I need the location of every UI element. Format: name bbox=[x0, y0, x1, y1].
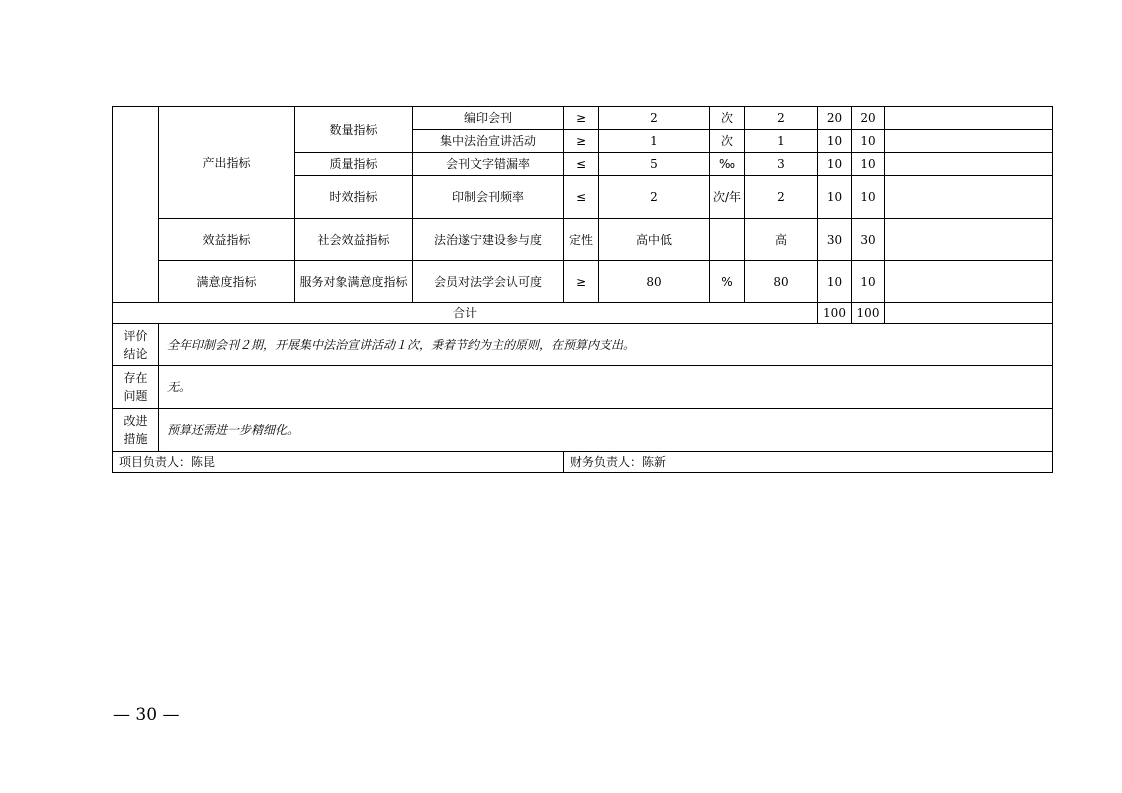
table-row bbox=[113, 219, 1053, 261]
unit-cell: 次 bbox=[710, 107, 745, 130]
unit-cell bbox=[710, 219, 745, 261]
table-row bbox=[113, 261, 1053, 303]
performance-table bbox=[112, 106, 1053, 473]
improvement-row bbox=[113, 409, 1053, 452]
finance-leader: 财务负责人：陈新 bbox=[564, 452, 1053, 473]
score-cell: 10 bbox=[852, 153, 885, 176]
actual-cell: 1 bbox=[745, 130, 818, 153]
satisfaction-indicator-label: 满意度指标 bbox=[159, 261, 295, 303]
total-score: 100 bbox=[852, 303, 885, 324]
operator-cell: ≤ bbox=[564, 153, 599, 176]
note-cell bbox=[885, 176, 1053, 219]
item-cell: 会员对法学会认可度 bbox=[413, 261, 564, 303]
unit-cell: ‰ bbox=[710, 153, 745, 176]
operator-cell: ≥ bbox=[564, 130, 599, 153]
evaluation-text: 全年印制会刊２期，开展集中法治宣讲活动１次，秉着节约为主的原则，在预算内支出。 bbox=[159, 324, 1053, 366]
evaluation-label: 评价结论 bbox=[113, 324, 159, 366]
note-cell bbox=[885, 153, 1053, 176]
note-cell bbox=[885, 107, 1053, 130]
actual-cell: 2 bbox=[745, 176, 818, 219]
operator-cell: ≤ bbox=[564, 176, 599, 219]
weight-cell: 10 bbox=[818, 261, 852, 303]
output-indicator-label: 产出指标 bbox=[159, 107, 295, 219]
actual-cell: 2 bbox=[745, 107, 818, 130]
blank-side-cell bbox=[113, 107, 159, 303]
problems-row bbox=[113, 366, 1053, 409]
improvement-text: 预算还需进一步精细化。 bbox=[159, 409, 1053, 452]
signature-row bbox=[113, 452, 1053, 473]
target-cell: 2 bbox=[599, 107, 710, 130]
total-weight: 100 bbox=[818, 303, 852, 324]
quality-indicator-label: 质量指标 bbox=[295, 153, 413, 176]
improvement-label: 改进措施 bbox=[113, 409, 159, 452]
target-cell: 5 bbox=[599, 153, 710, 176]
unit-cell: % bbox=[710, 261, 745, 303]
target-cell: 2 bbox=[599, 176, 710, 219]
table-row bbox=[113, 107, 1053, 130]
note-cell bbox=[885, 130, 1053, 153]
score-cell: 30 bbox=[852, 219, 885, 261]
unit-cell: 次 bbox=[710, 130, 745, 153]
item-cell: 法治遂宁建设参与度 bbox=[413, 219, 564, 261]
weight-cell: 30 bbox=[818, 219, 852, 261]
total-label: 合计 bbox=[113, 303, 818, 324]
total-note-cell bbox=[885, 303, 1053, 324]
target-cell: 1 bbox=[599, 130, 710, 153]
operator-cell: 定性 bbox=[564, 219, 599, 261]
target-cell: 80 bbox=[599, 261, 710, 303]
actual-cell: 80 bbox=[745, 261, 818, 303]
actual-cell: 高 bbox=[745, 219, 818, 261]
weight-cell: 10 bbox=[818, 176, 852, 219]
item-cell: 印制会刊频率 bbox=[413, 176, 564, 219]
weight-cell: 10 bbox=[818, 130, 852, 153]
weight-cell: 10 bbox=[818, 153, 852, 176]
score-cell: 10 bbox=[852, 130, 885, 153]
item-cell: 集中法治宣讲活动 bbox=[413, 130, 564, 153]
target-cell: 高中低 bbox=[599, 219, 710, 261]
weight-cell: 20 bbox=[818, 107, 852, 130]
timeliness-indicator-label: 时效指标 bbox=[295, 176, 413, 219]
operator-cell: ≥ bbox=[564, 107, 599, 130]
note-cell bbox=[885, 219, 1053, 261]
evaluation-row bbox=[113, 324, 1053, 366]
score-cell: 20 bbox=[852, 107, 885, 130]
page-number: — 30 — bbox=[113, 705, 180, 725]
item-cell: 编印会刊 bbox=[413, 107, 564, 130]
problems-label: 存在问题 bbox=[113, 366, 159, 409]
service-satisfaction-indicator-label: 服务对象满意度指标 bbox=[295, 261, 413, 303]
project-leader: 项目负责人：陈昆 bbox=[113, 452, 564, 473]
score-cell: 10 bbox=[852, 261, 885, 303]
problems-text: 无。 bbox=[159, 366, 1053, 409]
score-cell: 10 bbox=[852, 176, 885, 219]
note-cell bbox=[885, 261, 1053, 303]
operator-cell: ≥ bbox=[564, 261, 599, 303]
total-row bbox=[113, 303, 1053, 324]
item-cell: 会刊文字错漏率 bbox=[413, 153, 564, 176]
actual-cell: 3 bbox=[745, 153, 818, 176]
quantity-indicator-label: 数量指标 bbox=[295, 107, 413, 153]
benefit-indicator-label: 效益指标 bbox=[159, 219, 295, 261]
social-benefit-indicator-label: 社会效益指标 bbox=[295, 219, 413, 261]
unit-cell: 次/年 bbox=[710, 176, 745, 219]
